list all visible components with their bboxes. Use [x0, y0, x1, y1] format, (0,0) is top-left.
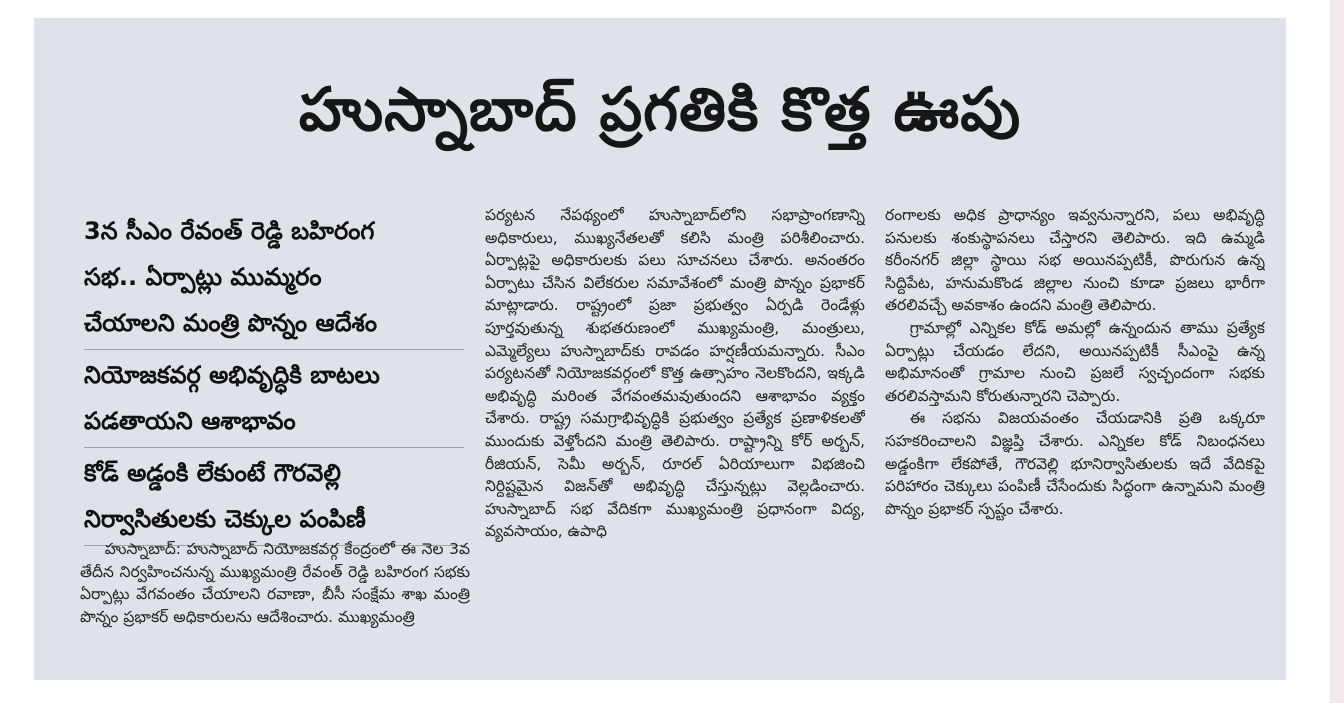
subheading: కోడ్ అడ్డంకి లేకుంటే గౌరవెల్లి [84, 459, 341, 487]
divider [84, 349, 464, 350]
page-edge-strip [1330, 0, 1344, 703]
headline: హుస్నాబాద్ ప్రగతికి కొత్త ఊపు [298, 75, 1022, 145]
article-paragraph: పర్యటన నేపథ్యంలో హుస్నాబాద్‌లోని సభాప్రాంగణాన్ని అధికారులు, ముఖ్యనేతలతో కలిసి మంత్రి పరిశీలించారు. ఏర్పాట్లపై అధికారులకు పలు సూచనలు చేశారు. అనంతరం ఏర్పాటు చేసిన విలేకరుల సమావేశంలో మంత్రి పొన్నం ప్రభాకర్ మాట్లాడారు. రాష్ట్రంలో ప్రజా ప్రభుత్వం ఏర్పడి రెండేళ్లు పూర్తవుతున్న శుభతరుణంలో ముఖ్యమంత్రి, మంత్రులు, ఎమ్మెల్యేలు హుస్నాబాద్‌కు రావడం హర్షణీయమన్నారు. సీఎం పర్యటనతో నియోజకవర్గంలో కొత్త ఉత్సాహం నెలకొందని, ఇక్కడి అభివృద్ధి మరింత వేగవంతమవుతుందని ఆశాభావం వ్యక్తం చేశారు. రాష్ట్ర సమగ్రాభివృద్ధికి ప్రభుత్వం ప్రత్యేక ప్రణాళికలతో ముందుకు వెళ్తోందని మంత్రి తెలిపారు. రాష్ట్రాన్ని కోర్ అర్బన్, రీజియన్, సెమీ అర్బన్, రూరల్ ఏరియాలుగా విభజించి నిర్దిష్టమైన విజన్‌తో అభివృద్ధి చేస్తున్నట్లు వెల్లడించారు. హుస్నాబాద్ సభ వేదికగా ముఖ్యమంత్రి ప్రధానంగా విద్య, వ్యవసాయం, ఉపాధి [485, 206, 865, 541]
subheadings-block [84, 208, 464, 548]
article-column-3 [885, 204, 1265, 674]
subheading: నియోజకవర్గ అభివృద్ధికి బాటలు [84, 361, 380, 389]
subheading: 3న సీఎం రేవంత్ రెడ్డి బహిరంగ [84, 217, 375, 245]
subheading: చేయాలని మంత్రి పొన్నం ఆదేశం [84, 309, 378, 337]
article-paragraph: రంగాలకు అధిక ప్రాధాన్యం ఇవ్వనున్నారని, పలు అభివృద్ధి పనులకు శంకుస్థాపనలు చేస్తారని తెలిపారు. ఇది ఉమ్మడి కరీంనగర్ జిల్లా స్థాయి సభ అయినప్పటికీ, పొరుగున ఉన్న సిద్దిపేట, హనుమకొండ జిల్లాల నుంచి కూడా ప్రజలు భారీగా తరలివచ్చే అవకాశం ఉందని మంత్రి తెలిపారు. [885, 206, 1265, 315]
subheading: నిర్వాసితులకు చెక్కుల పంపిణీ [84, 505, 366, 533]
article-paragraph: గ్రామాల్లో ఎన్నికల కోడ్ అమల్లో ఉన్నందున తాము ప్రత్యేక ఏర్పాట్లు చేయడం లేదని, అయినప్పటికీ సీఎంపై ఉన్న అభిమానంతో గ్రామాల నుంచి ప్రజలే స్వచ్ఛందంగా సభకు తరలివస్తామని కోరుతున్నారని చెప్పారు. [885, 318, 1265, 405]
divider [84, 447, 464, 448]
article-column-1 [80, 538, 470, 678]
article-paragraph: ఈ సభను విజయవంతం చేయడానికి ప్రతి ఒక్కరూ సహకరించాలని విజ్ఞప్తి చేశారు. ఎన్నికల కోడ్ నిబంధనలు అడ్డంకిగా లేకపోతే, గౌరవెల్లి భూనిర్వాసితులకు ఇదే వేదికపై పరిహారం చెక్కులు పంపిణీ చేసేందుకు సిద్ధంగా ఉన్నామని మంత్రి పొన్నం ప్రభాకర్ స్పష్టం చేశారు. [885, 409, 1265, 518]
article-paragraph: హుస్నాబాద్: హుస్నాబాద్ నియోజకవర్గ కేంద్రంలో ఈ నెల 3వ తేదీన నిర్వహించనున్న ముఖ్యమంత్రి రేవంత్ రెడ్డి బహిరంగ సభకు ఏర్పాట్లు వేగవంతం చేయాలని రవాణా, బీసీ సంక్షేమ శాఖ మంత్రి పొన్నం ప్రభాకర్ అధికారులను ఆదేశించారు. ముఖ్యమంత్రి [80, 540, 470, 626]
article-column-2 [485, 204, 865, 674]
subheading: పడతాయని ఆశాభావం [84, 407, 296, 435]
subheading: సభ.. ఏర్పాట్లు ముమ్మరం [84, 263, 322, 291]
newspaper-clipping [34, 18, 1286, 680]
